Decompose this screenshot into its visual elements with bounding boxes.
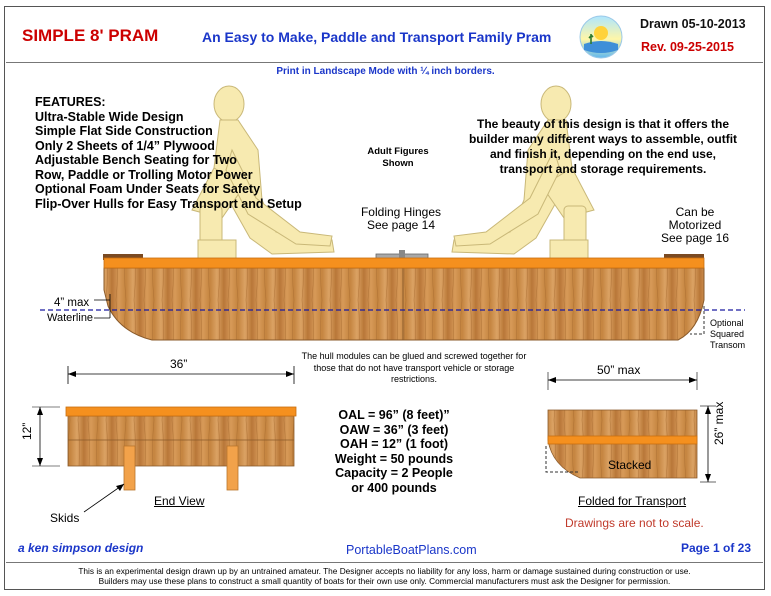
feature-item: Only 2 Sheets of 1/4” Plywood: [35, 138, 215, 153]
print-note: Print in Landscape Mode with ¼ inch borders.: [276, 66, 495, 77]
disclaimer-line: This is an experimental design drawn up by an untrained amateur. The Designer accepts no liability for any loss, harm or damage sustained during construction or use.: [78, 566, 691, 576]
feature-item: Ultra-Stable Wide Design: [35, 109, 184, 124]
spec-line: OAL = 96” (8 feet)”: [338, 408, 450, 422]
transom-label-line: Optional: [710, 318, 744, 328]
spec-line: Capacity = 2 People: [335, 466, 453, 480]
stacked-label: Stacked: [608, 458, 652, 472]
page-number: Page 1 of 23: [681, 541, 752, 555]
drawn-date: Drawn 05-10-2013: [640, 17, 746, 31]
hull-modules-note: The hull modules can be glued and screwed together for those that do not have transport vehicle or storage restrictions.: [301, 351, 527, 384]
scale-note: Drawings are not to scale.: [565, 516, 704, 530]
motor-label-line: See page 16: [660, 231, 730, 245]
page-title: SIMPLE 8' PRAM: [22, 26, 159, 45]
motorized-label: [640, 206, 750, 245]
adult-figures-label: [358, 146, 438, 170]
width-dimension-label: 36”: [170, 357, 188, 371]
transom-label-line: Transom: [710, 340, 746, 350]
design-description: The beauty of this design is that it offers the builder many different ways to assemble, outfit and finish it, depending on the end use, transport and storage requirements.: [468, 117, 738, 176]
website-link[interactable]: PortableBoatPlans.com: [346, 543, 477, 557]
waterline-label: Waterline: [47, 312, 94, 324]
folded-width-dimension-label: 50” max: [597, 363, 641, 377]
folded-caption: Folded for Transport: [578, 494, 687, 508]
motor-label-line: Motorized: [668, 218, 722, 232]
end-view-drawing: [32, 366, 296, 512]
spec-line: or 400 pounds: [351, 480, 437, 495]
hinge-label-line: See page 14: [366, 218, 436, 232]
feature-item: Adjustable Bench Seating for Two: [35, 153, 237, 167]
transom-label-line: Squared: [710, 329, 745, 339]
hull-side: [104, 268, 704, 340]
folding-hinges-label: [346, 206, 456, 232]
spec-line: OAW = 36” (3 feet): [339, 422, 449, 437]
disclaimer-line: Builders may use these plans to construct a small quantity of boats for their own use only. Commercial manufacturers must ask the Designer for permission.: [98, 576, 671, 586]
feature-item: Simple Flat Side Construction: [35, 124, 213, 138]
motor-label-line: Can be: [675, 205, 715, 219]
feature-item: Row, Paddle or Trolling Motor Power: [35, 167, 253, 182]
height-dimension-label: 12”: [20, 422, 34, 440]
transom-label: [710, 318, 745, 351]
adult-label-line: Shown: [382, 158, 414, 169]
adult-label-line: Adult Figures: [367, 146, 429, 157]
spec-line: OAH = 12” (1 foot): [340, 437, 448, 451]
feature-item: Optional Foam Under Seats for Safety: [35, 182, 261, 196]
features-heading: FEATURES:: [35, 95, 106, 109]
designer-credit: a ken simpson design: [18, 541, 144, 555]
revision-date: Rev. 09-25-2015: [641, 40, 734, 54]
specifications: [314, 408, 474, 495]
hinge-label-line: Folding Hinges: [360, 205, 442, 219]
draft-label: 4” max: [54, 297, 90, 309]
features-list: [35, 95, 302, 211]
end-view-caption: End View: [154, 494, 205, 508]
folded-height-dimension-label: 26” max: [712, 401, 726, 445]
spec-line: Weight = 50 pounds: [334, 451, 454, 466]
skids-label: Skids: [50, 511, 80, 525]
gunwale-rail: [104, 258, 704, 268]
page-subtitle: An Easy to Make, Paddle and Transport Family Pram: [202, 29, 552, 45]
feature-item: Flip-Over Hulls for Easy Transport and Setup: [35, 196, 302, 211]
